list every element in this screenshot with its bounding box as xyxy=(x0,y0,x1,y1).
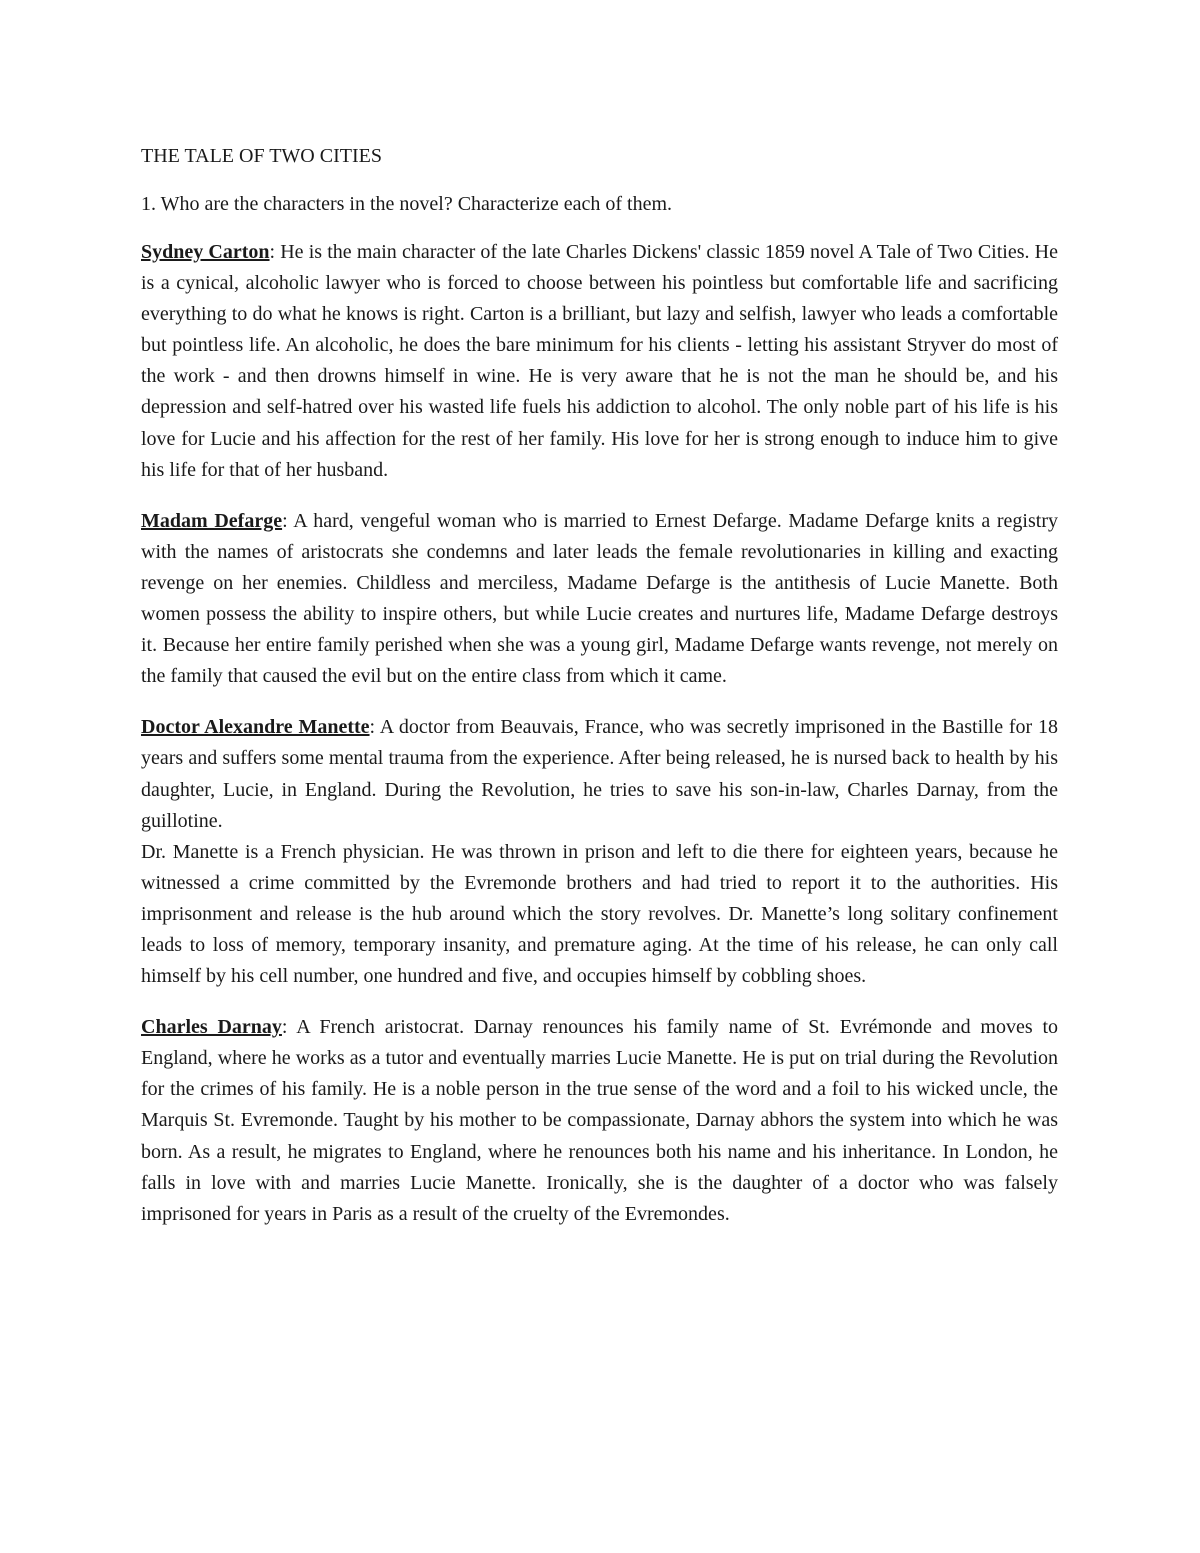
document-title: THE TALE OF TWO CITIES xyxy=(141,145,382,167)
character-entry-madam-defarge xyxy=(141,506,1058,693)
character-description: : A French aristocrat. Darnay renounces his family name of St. Evrémonde and moves to England, where he works as a tutor and eventually marries Lucie Manette. He is put on trial during the Revolution for the crimes of his family. He is a noble person in the true sense of the word and a foil to his wicked uncle, the Marquis St. Evremonde. Taught by his mother to be compassionate, Darnay abhors the system into which he was born. As a result, he migrates to England, where he renounces both his name and his inheritance. In London, he falls in love with and marries Lucie Manette. Ironically, she is the daughter of a doctor who was falsely imprisoned for years in Paris as a result of the cruelty of the Evremondes. xyxy=(141,1016,1058,1225)
character-name: Madam Defarge xyxy=(141,509,283,532)
character-entry-sydney-carton xyxy=(141,237,1058,486)
character-name: Doctor Alexandre Manette xyxy=(141,716,370,739)
character-name: Charles Darnay xyxy=(141,1016,282,1039)
character-description-continued: Dr. Manette is a French physician. He was thrown in prison and left to die there for eighteen years, because he witnessed a crime committed by the Evremonde brothers and had tried to report it to the authorities. His imprisonment and release is the hub around which the story revolves. Dr. Manette’s long solitary confinement leads to loss of memory, temporary insanity, and premature aging. At the time of his release, he can only call himself by his cell number, one hundred and five, and occupies himself by cobbling shoes. xyxy=(141,840,1058,988)
character-description: : He is the main character of the late Charles Dickens' classic 1859 novel A Tale of Two Cities. He is a cynical, alcoholic lawyer who is forced to choose between his pointless but comfortable life and sacrificing everything to do what he knows is right. Carton is a brilliant, but lazy and selfish, lawyer who leads a comfortable but pointless life. An alcoholic, he does the bare minimum for his clients - letting his assistant Stryver do most of the work - and then drowns himself in wine. He is very aware that he is not the man he should be, and his depression and self-hatred over his wasted life fuels his addiction to alcohol. The only noble part of his life is his love for Lucie and his affection for the rest of her family. His love for her is strong enough to induce him to give his life for that of her husband. xyxy=(141,241,1058,481)
question-text: 1. Who are the characters in the novel? Characterize each of them. xyxy=(141,193,673,215)
character-name: Sydney Carton xyxy=(141,241,270,263)
document-page xyxy=(141,143,1058,1250)
character-description: : A doctor from Beauvais, France, who was secretly imprisoned in the Bastille for 18 years and suffers some mental trauma from the experience. After being released, he is nursed back to health by his daughter, Lucie, in England. During the Revolution, he tries to save his son-in-law, Charles Darnay, from the guillotine. xyxy=(141,716,1058,832)
character-entry-doctor-manette xyxy=(141,712,1058,992)
character-entry-charles-darnay xyxy=(141,1012,1058,1230)
character-description: : A hard, vengeful woman who is married to Ernest Defarge. Madame Defarge knits a registry with the names of aristocrats she condemns and later leads the female revolutionaries in killing and exacting revenge on her enemies. Childless and merciless, Madame Defarge is the antithesis of Lucie Manette. Both women possess the ability to inspire others, but while Lucie creates and nurtures life, Madame Defarge destroys it. Because her entire family perished when she was a young girl, Madame Defarge wants revenge, not merely on the family that caused the evil but on the entire class from which it came. xyxy=(141,509,1058,688)
